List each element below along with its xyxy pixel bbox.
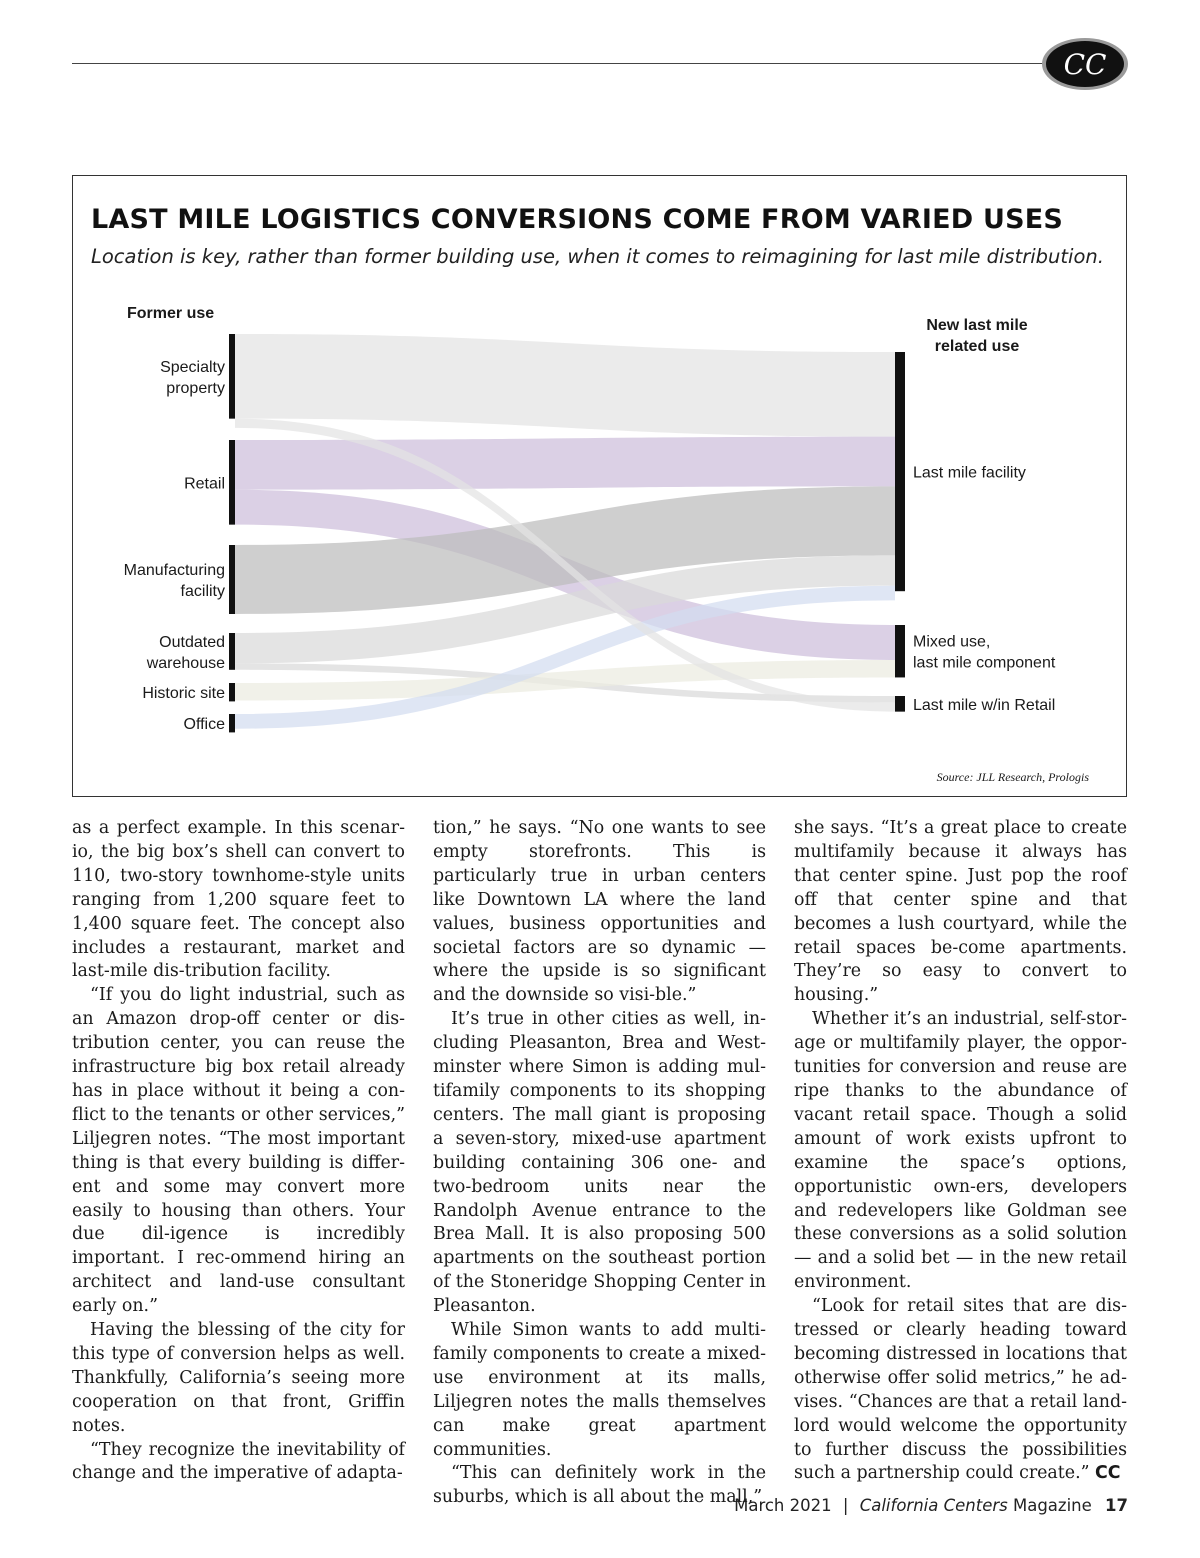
page-footer xyxy=(734,1496,1128,1515)
paragraph: she says. “It’s a great place to create multifamily because it always has that center spine. Just pop the roof off that center spine and that becomes a lush courtyard, while the retail spaces be-come apartments. They’re so easy to convert to housing.” xyxy=(794,818,1127,1006)
source-label: property xyxy=(166,379,225,397)
source-node-bar xyxy=(229,334,235,419)
source-label: Retail xyxy=(184,475,225,493)
source-label: warehouse xyxy=(146,654,225,672)
target-label: Last mile w/in Retail xyxy=(913,696,1056,714)
paragraph: While Simon wants to add multi-family components to create a mixed-use environment at its malls, Liljegren notes the malls themselves can make great apartment communities. xyxy=(433,1320,766,1460)
paragraph: as a perfect example. In this scenar-io, the big box’s shell can convert to 110, two-story townhome-style units ranging from 1,200 square feet to 1,400 square feet. The concept also includes a restaurant, market and last-mile dis-tribution facility. xyxy=(72,818,405,982)
right-axis-header-line1: New last mile xyxy=(926,317,1028,334)
sankey-flow xyxy=(235,334,895,437)
magazine-logo-text: CC xyxy=(1063,48,1107,81)
right-axis-header-line2: related use xyxy=(934,338,1020,355)
sankey-flow xyxy=(235,437,895,490)
magazine-word: Magazine xyxy=(1012,1496,1092,1515)
header-rule xyxy=(72,63,1057,64)
chart-subtitle: Location is key, rather than former building use, when it comes to reimagining for last mile distribution. xyxy=(91,245,1104,268)
left-axis-header: Former use xyxy=(127,305,215,322)
magazine-name: California Centers xyxy=(859,1496,1008,1515)
source-node-bar xyxy=(229,545,235,614)
sankey-chart xyxy=(73,176,1128,798)
target-label: Last mile facility xyxy=(913,464,1026,482)
paragraph-text: “Look for retail sites that are dis-tressed or clearly heading toward becoming distressed in locations that otherwise offer solid metrics,” he ad-vises. “Chances are that a retail land-lord would welcome the opportunity to further discuss the possibilities such a partnership could create.” xyxy=(794,1296,1127,1484)
article-column-2 xyxy=(433,817,766,1510)
paragraph: “If you do light industrial, such as an Amazon drop-off center or dis-tribution center, you can reuse the infrastructure big box retail already has in place without it being a con-flict to the tenants or other services,” Liljegren notes. “The most important thing is that every building is differ-ent and some may convert more easily to housing than others. Your due dil-igence is incredibly important. I rec-ommend hiring an architect and land-use consultant early on.” xyxy=(72,985,405,1317)
source-label: facility xyxy=(180,583,225,600)
source-node-bar xyxy=(229,440,235,525)
target-node-bar xyxy=(895,352,905,591)
paragraph: tion,” he says. “No one wants to see empty storefronts. This is particularly true in urban centers like Downtown LA where the land values, business opportunities and societal factors are so dynamic — where the upside is so significant and the downside so visi-ble.” xyxy=(433,818,766,1006)
magazine-logo xyxy=(1040,36,1130,92)
paragraph xyxy=(794,1295,1127,1486)
target-node-bar xyxy=(895,696,905,712)
paragraph: Having the blessing of the city for this type of conversion helps as well. Thankfully, California’s seeing more cooperation on that front, Griffin notes. xyxy=(72,1320,405,1436)
article-column-1 xyxy=(72,817,405,1486)
source-label: Historic site xyxy=(142,685,225,703)
footer-separator: | xyxy=(842,1496,849,1515)
page-number: 17 xyxy=(1105,1496,1128,1515)
source-label: Office xyxy=(183,716,225,734)
sankey-flows xyxy=(235,334,895,729)
paragraph: It’s true in other cities as well, in-cluding Pleasanton, Brea and West-minster where Simon is adding mul-tifamily components to its shopping centers. The mall giant is proposing a seven-story, mixed-use apartment building containing 306 one- and two-bedroom units near the Randolph Avenue entrance to the Brea Mall. It is also proposing 500 apartments on the southeast portion of the Stoneridge Shopping Center in Pleasanton. xyxy=(433,1009,766,1317)
issue-date: March 2021 xyxy=(734,1496,832,1515)
source-label: Manufacturing xyxy=(123,562,225,579)
paragraph: Whether it’s an industrial, self-stor-age or multifamily player, the oppor-tunities for conversion and reuse are ripe thanks to the abundance of vacant retail space. Though a solid amount of work exists upfront to examine the space’s options, opportunistic own-ers, developers and redevelopers like Goldman see these conversions as a solid solution — and a solid bet — in the new retail environment. xyxy=(794,1009,1127,1293)
target-label: last mile component xyxy=(913,654,1056,672)
chart-source: Source: JLL Research, Prologis xyxy=(936,770,1089,784)
source-node-bar xyxy=(229,683,235,701)
source-label: Outdated xyxy=(159,633,225,651)
article-column-3 xyxy=(794,817,1127,1486)
source-node-bar xyxy=(229,714,235,732)
chart-title: LAST MILE LOGISTICS CONVERSIONS COME FROM VARIED USES xyxy=(91,204,1064,235)
source-node-bar xyxy=(229,633,235,670)
end-mark: CC xyxy=(1095,1463,1121,1484)
source-label: Specialty xyxy=(160,358,225,376)
target-label: Mixed use, xyxy=(913,633,991,651)
chart-figure xyxy=(72,175,1127,797)
paragraph: “This can definitely work in the suburbs, which is all about the mall,” xyxy=(433,1463,766,1508)
target-node-bar xyxy=(895,625,905,677)
paragraph: “They recognize the inevitability of change and the imperative of adapta- xyxy=(72,1439,405,1484)
